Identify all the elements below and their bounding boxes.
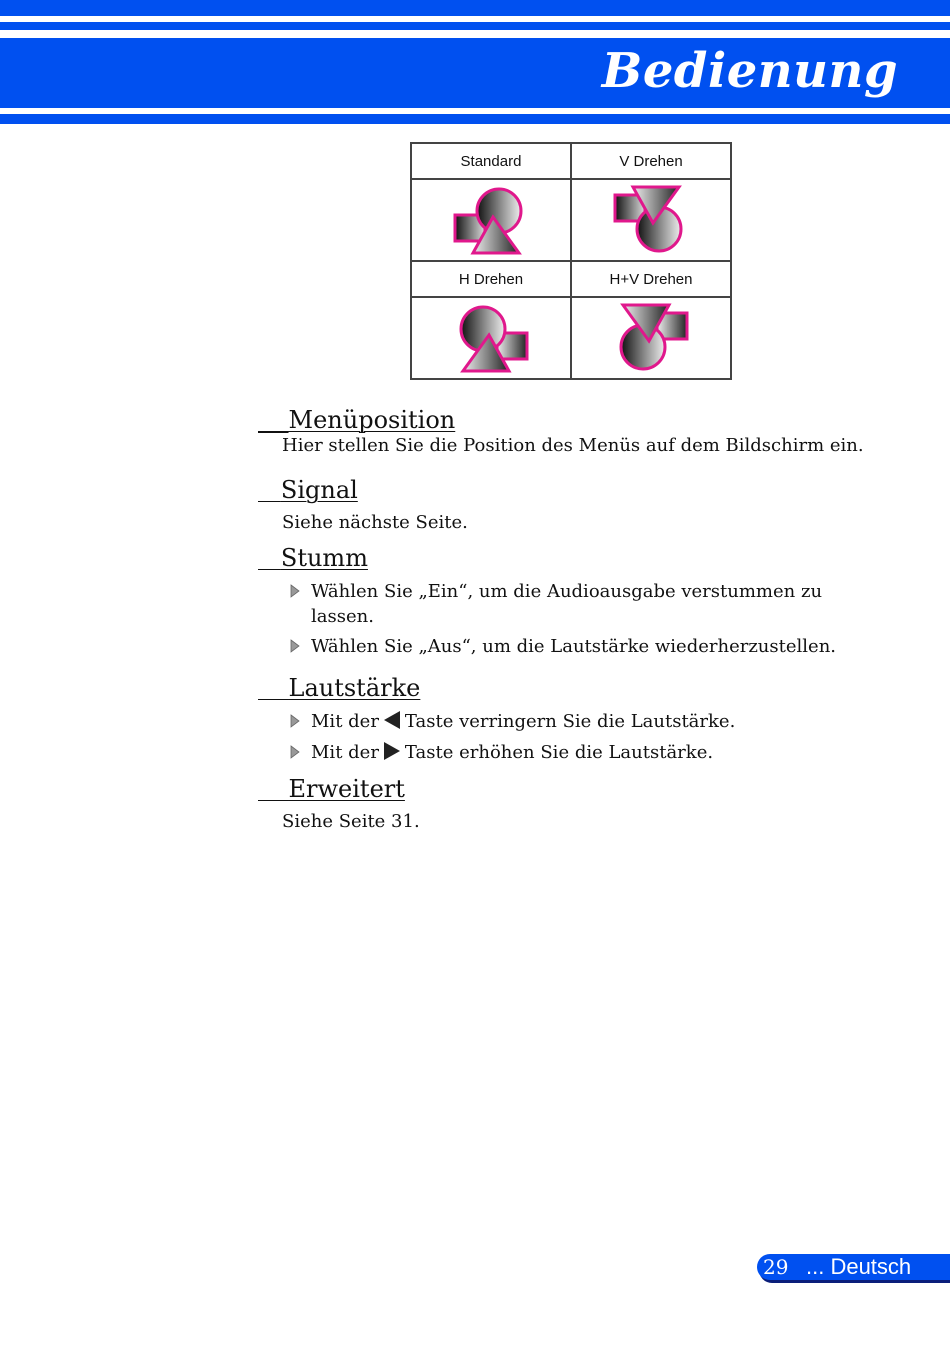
right-triangle-icon	[383, 741, 401, 761]
heading-erweitert: Erweitert	[288, 775, 405, 803]
shapes-v-drehen-icon	[611, 183, 691, 257]
left-triangle-icon	[383, 710, 401, 730]
bullet-stumm-aus	[290, 634, 850, 659]
rotation-image-v-drehen	[571, 179, 731, 261]
bullet-lautstaerke-lauter	[290, 740, 850, 765]
page-title: Bedienung	[601, 43, 898, 99]
text-erweitert: Siehe Seite 31.	[282, 811, 420, 832]
bullet-stumm-ein	[290, 579, 850, 629]
bullet-arrow-icon	[290, 745, 300, 759]
rotation-table	[410, 142, 732, 380]
rotation-label-standard: Standard	[411, 143, 571, 179]
rotation-label-h-drehen: H Drehen	[411, 261, 571, 297]
bullet-text: Wählen Sie „Ein“, um die Audioausgabe verstummen zu	[311, 581, 823, 602]
shapes-h-drehen-icon	[451, 301, 531, 375]
text-menueposition: Hier stellen Sie die Position des Menüs auf dem Bildschirm ein.	[282, 435, 864, 456]
rotation-label-v-drehen: V Drehen	[571, 143, 731, 179]
page-number: 29	[763, 1255, 789, 1279]
shapes-standard-icon	[451, 183, 531, 257]
header-top-stripe	[0, 0, 950, 16]
text-signal: Siehe nächste Seite.	[282, 512, 468, 533]
bullet-suffix: Taste verringern Sie die Lautstärke.	[404, 711, 736, 732]
bullet-prefix: Mit der	[311, 711, 379, 732]
heading-lautstaerke: Lautstärke	[288, 674, 421, 702]
header-bottom-stripe	[0, 114, 950, 124]
heading-signal: Signal	[280, 476, 358, 504]
rotation-label-hv-drehen: H+V Drehen	[571, 261, 731, 297]
bullet-text: Wählen Sie „Aus“, um die Lautstärke wiederherzustellen.	[311, 636, 837, 657]
bullet-lautstaerke-leiser	[290, 709, 850, 734]
heading-stumm: Stumm	[280, 544, 368, 572]
shapes-hv-drehen-icon	[611, 301, 691, 375]
bullet-arrow-icon	[290, 714, 300, 728]
bullet-text-cont: lassen.	[311, 606, 374, 627]
rotation-image-h-drehen	[411, 297, 571, 379]
bullet-prefix: Mit der	[311, 742, 379, 763]
rotation-image-hv-drehen	[571, 297, 731, 379]
heading-menueposition: Menüposition	[288, 406, 456, 434]
bullet-suffix: Taste erhöhen Sie die Lautstärke.	[404, 742, 714, 763]
footer-language: ... Deutsch	[806, 1254, 912, 1279]
bullet-arrow-icon	[290, 584, 300, 598]
bullet-arrow-icon	[290, 639, 300, 653]
rotation-image-standard	[411, 179, 571, 261]
header-thin-stripe	[0, 22, 950, 30]
